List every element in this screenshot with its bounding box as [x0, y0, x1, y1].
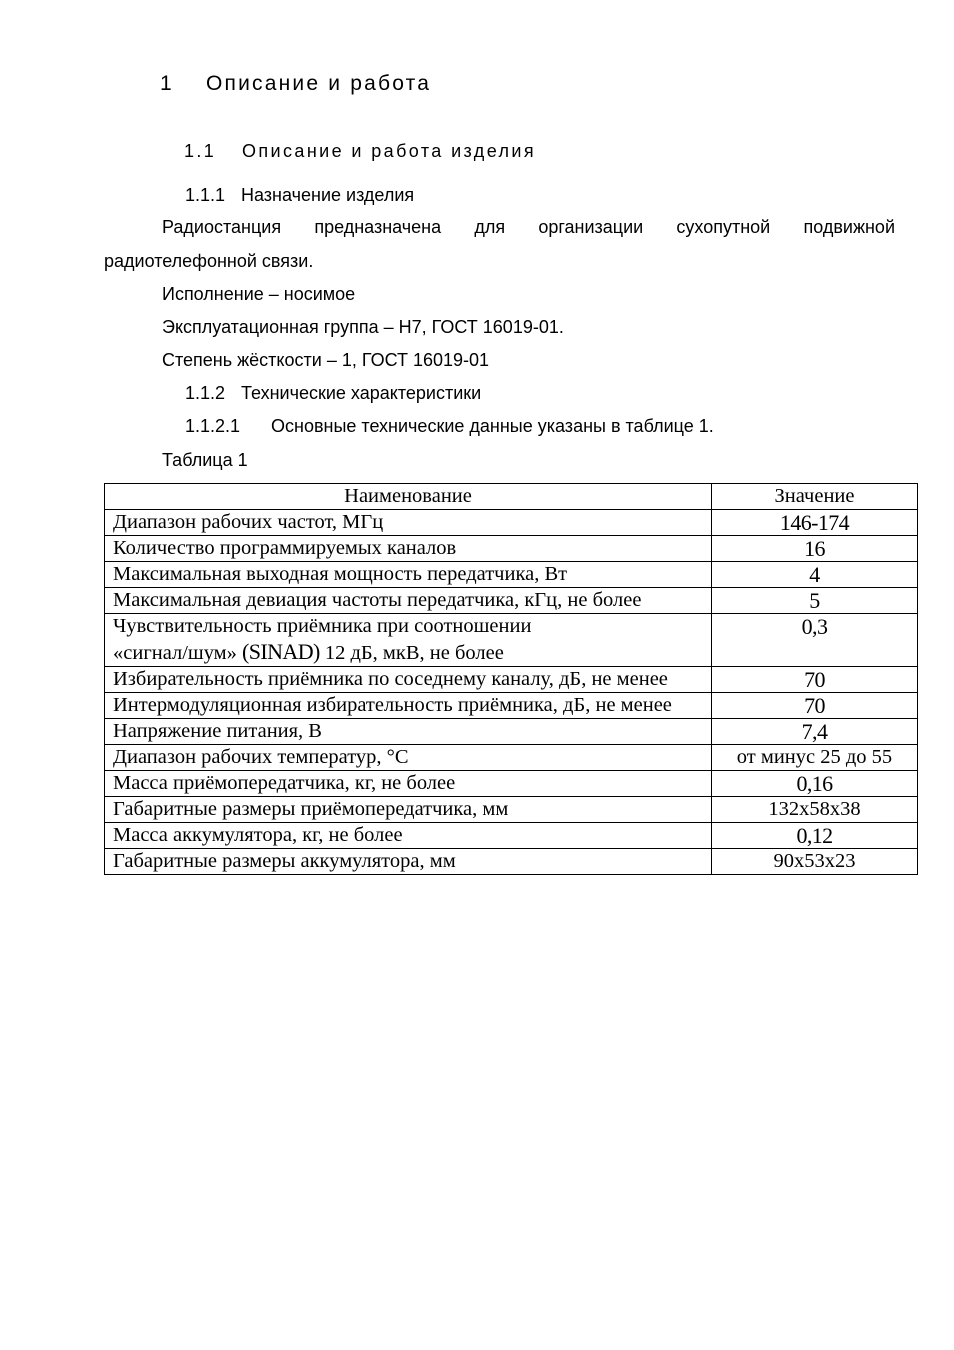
row-name-part-1: Чувствительность приёмника при соотношении	[113, 615, 532, 637]
table-row	[105, 536, 918, 562]
row-name: Габаритные размеры приёмопередатчика, мм	[105, 797, 712, 823]
table-caption: Таблица 1	[162, 450, 248, 470]
section-1-1-2-title: Технические характеристики	[241, 383, 482, 403]
table-row	[105, 745, 918, 771]
table-row	[105, 614, 918, 667]
section-1-1-2-1-number: 1.1.2.1	[185, 416, 241, 436]
row-name: Габаритные размеры аккумулятора, мм	[105, 849, 712, 875]
section-1-1-2-1-heading	[185, 416, 714, 437]
section-1-1-1-number: 1.1.1	[185, 185, 226, 205]
row-name-part-2: «сигнал/шум»	[113, 642, 243, 664]
row-name-part-3: 12 дБ, мкВ, не более	[319, 642, 504, 664]
row-value: 0,16	[712, 771, 918, 797]
row-value: 7,4	[712, 719, 918, 745]
section-1-1-1-title: Назначение изделия	[241, 185, 415, 205]
row-name: Максимальная девиация частоты передатчика, кГц, не более	[105, 588, 712, 614]
row-value: 0,12	[712, 823, 918, 849]
section-1-number: 1	[160, 72, 174, 95]
purpose-paragraph-line-1: Радиостанция предназначена для организации сухопутной подвижной	[162, 217, 895, 237]
section-1-1-heading	[184, 141, 536, 162]
row-value: 90х53х23	[712, 849, 918, 875]
execution-text: Исполнение – носимое	[162, 284, 356, 304]
row-value: 70	[712, 667, 918, 693]
row-name: Интермодуляционная избирательность приёмника, дБ, не менее	[105, 693, 712, 719]
row-value: 146-174	[712, 510, 918, 536]
table-row	[105, 823, 918, 849]
operation-group-text: Эксплуатационная группа – Н7, ГОСТ 16019-01.	[162, 317, 564, 337]
table-row	[105, 693, 918, 719]
purpose-paragraph-line-2: радиотелефонной связи.	[104, 251, 314, 271]
row-name: Диапазон рабочих частот, МГц	[105, 510, 712, 536]
row-name: Количество программируемых каналов	[105, 536, 712, 562]
row-name: Диапазон рабочих температур, °С	[105, 745, 712, 771]
severity-text: Степень жёсткости – 1, ГОСТ 16019-01	[162, 350, 490, 370]
table-row	[105, 797, 918, 823]
section-1-1-2-number: 1.1.2	[185, 383, 226, 403]
table-row	[105, 771, 918, 797]
row-name: Масса аккумулятора, кг, не более	[105, 823, 712, 849]
row-value: 0,3	[712, 614, 918, 667]
section-1-1-number: 1.1	[184, 141, 217, 161]
row-name: Избирательность приёмника по соседнему каналу, дБ, не менее	[105, 667, 712, 693]
section-1-heading	[160, 72, 431, 96]
specs-table	[104, 483, 918, 875]
row-value: 132х58х38	[712, 797, 918, 823]
row-value: 16	[712, 536, 918, 562]
table-row	[105, 588, 918, 614]
row-name-sinad: (SINAD)	[242, 639, 320, 664]
section-1-1-2-heading	[185, 383, 481, 404]
table-row	[105, 510, 918, 536]
section-1-1-1-heading	[185, 185, 414, 206]
header-value: Значение	[712, 484, 918, 510]
row-value: от минус 25 до 55	[712, 745, 918, 771]
row-value: 5	[712, 588, 918, 614]
table-row	[105, 719, 918, 745]
section-1-1-2-1-title: Основные технические данные указаны в таблице 1.	[271, 416, 714, 436]
row-name: Максимальная выходная мощность передатчика, Вт	[105, 562, 712, 588]
row-value: 70	[712, 693, 918, 719]
row-name	[105, 614, 712, 667]
section-1-1-title: Описание и работа изделия	[242, 141, 537, 161]
row-name: Напряжение питания, В	[105, 719, 712, 745]
table-row	[105, 562, 918, 588]
row-name: Масса приёмопередатчика, кг, не более	[105, 771, 712, 797]
header-name: Наименование	[105, 484, 712, 510]
table-header-row	[105, 484, 918, 510]
table-row	[105, 849, 918, 875]
row-value: 4	[712, 562, 918, 588]
section-1-title: Описание и работа	[206, 72, 432, 95]
table-row	[105, 667, 918, 693]
